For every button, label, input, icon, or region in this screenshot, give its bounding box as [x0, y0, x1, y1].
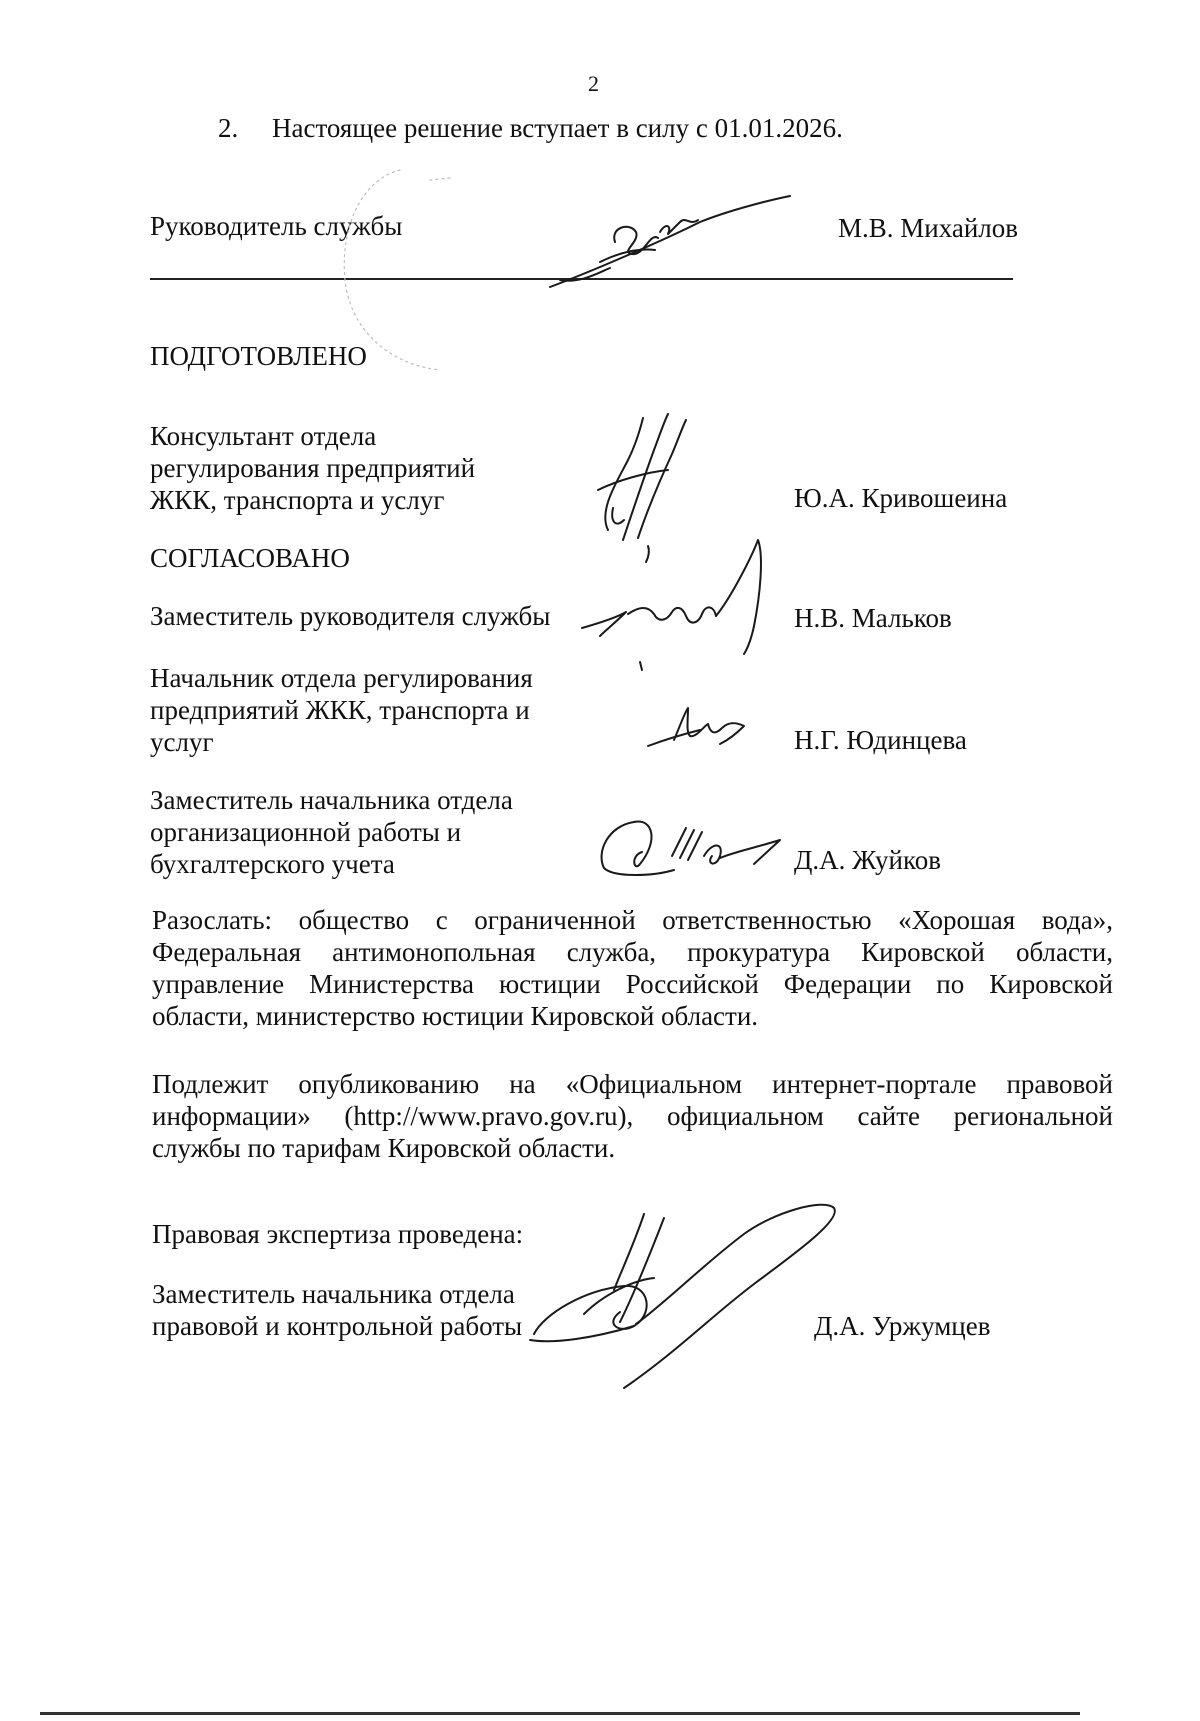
page-bottom-edge [40, 1712, 1080, 1715]
clause-number: 2. [218, 113, 239, 143]
agreed-signer-3-name: Д.А. Жуйков [794, 845, 941, 875]
distribution-line: области, министерство юстиции Кировской области. [152, 1001, 759, 1031]
distribution-paragraph [152, 904, 1113, 1032]
head-signature [540, 192, 800, 302]
clause-text: Настоящее решение вступает в силу с 01.01.2026. [272, 113, 843, 143]
legal-review-heading: Правовая экспертиза проведена: [152, 1219, 524, 1249]
prepared-position-line: ЖКК, транспорта и услуг [150, 485, 445, 515]
agreed-position-line: Заместитель руководителя службы [150, 601, 551, 631]
agreed-signer-1-signature [576, 536, 776, 676]
agreed-signer-2-signature [644, 700, 754, 760]
agreed-position-line: организационной работы и [150, 817, 462, 847]
agreed-signer-3-position [150, 784, 513, 880]
publication-paragraph [152, 1068, 1113, 1164]
legal-review-signature [524, 1194, 844, 1394]
agreed-signer-2-position [150, 662, 533, 758]
prepared-signature [588, 410, 698, 550]
prepared-name: Ю.А. Кривошеина [794, 483, 1008, 513]
agreed-position-line: бухгалтерского учета [150, 849, 395, 879]
publication-line: службы по тарифам Кировской области. [152, 1133, 616, 1163]
legal-review-position [152, 1278, 522, 1342]
agreed-position-line: услуг [150, 727, 214, 757]
legal-review-position-line: Заместитель начальника отдела [152, 1279, 515, 1309]
distribution-line: управление Министерства юстиции Российской Федерации по Кировской [152, 969, 1113, 999]
publication-line: Подлежит опубликованию на «Официальном интернет-портале правовой [152, 1069, 1113, 1099]
head-position: Руководитель службы [150, 211, 403, 241]
prepared-heading: ПОДГОТОВЛЕНО [150, 341, 367, 371]
page-number: 2 [588, 71, 599, 96]
head-name: М.В. Михайлов [838, 213, 1019, 243]
agreed-signer-1-position [150, 600, 550, 632]
distribution-line: Разослать: общество с ограниченной ответственностью «Хорошая вода», [152, 905, 1113, 935]
agreed-signer-3-signature [594, 812, 794, 882]
agreed-position-line: Заместитель начальника отдела [150, 785, 513, 815]
distribution-line: Федеральная антимонопольная служба, прокуратура Кировской области, [152, 937, 1113, 967]
agreed-position-line: Начальник отдела регулирования [150, 663, 533, 693]
agreed-signer-1-name: Н.В. Мальков [794, 603, 952, 633]
publication-line: информации» (http://www.pravo.gov.ru), официальном сайте региональной [152, 1101, 1113, 1131]
legal-review-position-line: правовой и контрольной работы [152, 1311, 523, 1341]
prepared-position-line: регулирования предприятий [150, 453, 476, 483]
agreed-position-line: предприятий ЖКК, транспорта и [150, 695, 530, 725]
agreed-heading: СОГЛАСОВАНО [150, 543, 350, 573]
prepared-position-line: Консультант отдела [150, 421, 377, 451]
legal-review-name: Д.А. Уржумцев [814, 1311, 991, 1341]
agreed-signer-2-name: Н.Г. Юдинцева [794, 725, 967, 755]
prepared-position [150, 420, 475, 516]
